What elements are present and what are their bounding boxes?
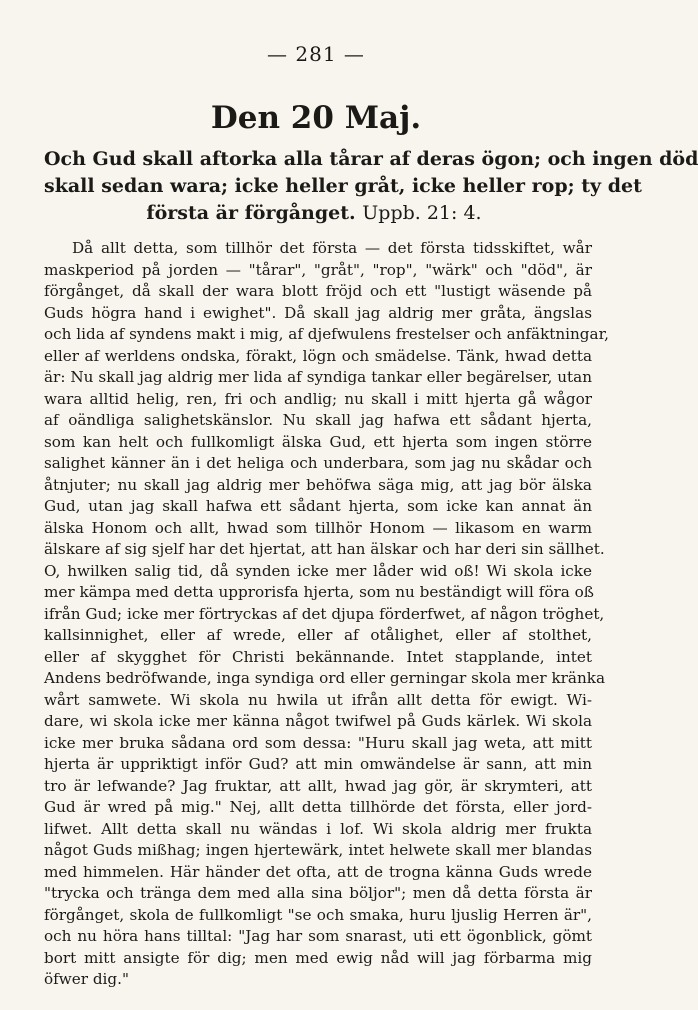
- body-line: med himmelen. Här händer det ofta, att de trogna känna Guds wrede: [44, 862, 592, 881]
- body-line: Guds högra hand i ewighet". Då skall jag aldrig mer gråta, ängslas: [44, 303, 592, 322]
- body-line: ifrån Gud; icke mer förtryckas af det djupa förderfwet, af någon tröghet,: [44, 604, 605, 623]
- body-line: af oändliga salighetskänslor. Nu skall jag hafwa ett sådant hjerta,: [44, 411, 592, 429]
- date-heading: Den 20 Maj.: [210, 100, 422, 136]
- devotional-text: [44, 238, 610, 991]
- body-line: wårt samwete. Wi skola nu hwila ut ifrån allt detta för ewigt. Wi-: [44, 690, 592, 709]
- body-line: O, hwilken salig tid, då synden icke mer låder wid oß! Wi skola icke: [44, 561, 592, 580]
- page-number: — 281 —: [267, 42, 365, 66]
- body-line: Gud är wred på mig." Nej, allt detta tillhörde det första, eller jord-: [44, 798, 592, 816]
- body-line: eller af werldens ondska, förakt, lögn och smädelse. Tänk, hwad detta: [44, 346, 592, 365]
- body-line: hjerta är uppriktigt inför Gud? att min omwändelse är sann, att min: [44, 755, 592, 773]
- body-line: wara alltid helig, ren, fri och andlig; nu skall i mitt hjerta gå wågor: [44, 389, 592, 408]
- verse-line: Och Gud skall aftorka alla tårar af deras ögon; och ingen död: [44, 148, 698, 170]
- body-line: förgånget, då skall der wara blott fröjd och ett "lustigt wäsende på: [44, 282, 592, 300]
- body-line: och lida af syndens makt i mig, af djefwulens frestelser och anfäktningar,: [44, 325, 610, 343]
- body-line: eller af skygghet för Christi bekännande. Intet stapplande, intet: [44, 647, 592, 666]
- body-line: älskare af sig sjelf har det hjertat, att han älskar och har deri sin sällhet.: [44, 540, 605, 558]
- verse-line: skall sedan wara; icke heller gråt, icke heller rop; ty det: [44, 175, 642, 197]
- body-line: "trycka och tränga dem med alla sina böljor"; men då detta första är: [44, 884, 592, 902]
- body-line: Gud, utan jag skall hafwa ett sådant hjerta, som icke kan annat än: [44, 497, 592, 515]
- body-line: salighet känner än i det heliga och underbara, som jag nu skådar och: [44, 454, 592, 472]
- body-line: älska Honom och allt, hwad som tillhör Honom — likasom en warm: [44, 518, 592, 537]
- scripture-verse: [44, 146, 698, 227]
- body-line: tro är lefwande? Jag fruktar, att allt, hwad jag gör, är skrymteri, att: [44, 776, 592, 795]
- body-line: kallsinnighet, eller af wrede, eller af otålighet, eller af stolthet,: [44, 626, 592, 644]
- body-line: maskperiod på jorden — "tårar", "gråt", "rop", "wärk" och "död", är: [44, 260, 592, 279]
- body-line: förgånget, skola de fullkomligt "se och smaka, huru ljuslig Herren är",: [44, 905, 592, 924]
- body-line: icke mer bruka sådana ord som dessa: "Huru skall jag weta, att mitt: [44, 733, 592, 752]
- body-line: dare, wi skola icke mer känna något twifwel på Guds kärlek. Wi skola: [44, 712, 592, 730]
- body-line: något Guds mißhag; ingen hjertewärk, intet helwete skall mer blandas: [44, 841, 592, 859]
- body-line: Andens bedröfwande, inga syndiga ord eller gerningar skola mer kränka: [44, 669, 606, 687]
- body-line: som kan helt och fullkomligt älska Gud, ett hjerta som ingen större: [44, 432, 592, 451]
- body-line: och nu höra hans tilltal: "Jag har som snarast, uti ett ögonblick, gömt: [44, 927, 592, 945]
- body-line: öfwer dig.": [44, 970, 129, 988]
- body-line: bort mitt ansigte för dig; men med ewig nåd will jag förbarma mig: [44, 948, 592, 967]
- body-line: åtnjuter; nu skall jag aldrig mer behöfwa säga mig, att jag bör älska: [44, 475, 592, 494]
- body-line: lifwet. Allt detta skall nu wändas i lof. Wi skola aldrig mer frukta: [44, 819, 592, 838]
- verse-last-text: första är förgånget.: [146, 202, 356, 224]
- verse-reference: Uppb. 21: 4.: [362, 202, 482, 224]
- body-line: är: Nu skall jag aldrig mer lida af syndiga tankar eller begärelser, utan: [44, 368, 592, 386]
- body-line: mer kämpa med detta upprorisfa hjerta, som nu beständigt will föra oß: [44, 583, 594, 601]
- body-line: Då allt detta, som tillhör det första — det första tidsskiftet, wår: [72, 239, 592, 257]
- verse-line-last: [44, 200, 584, 227]
